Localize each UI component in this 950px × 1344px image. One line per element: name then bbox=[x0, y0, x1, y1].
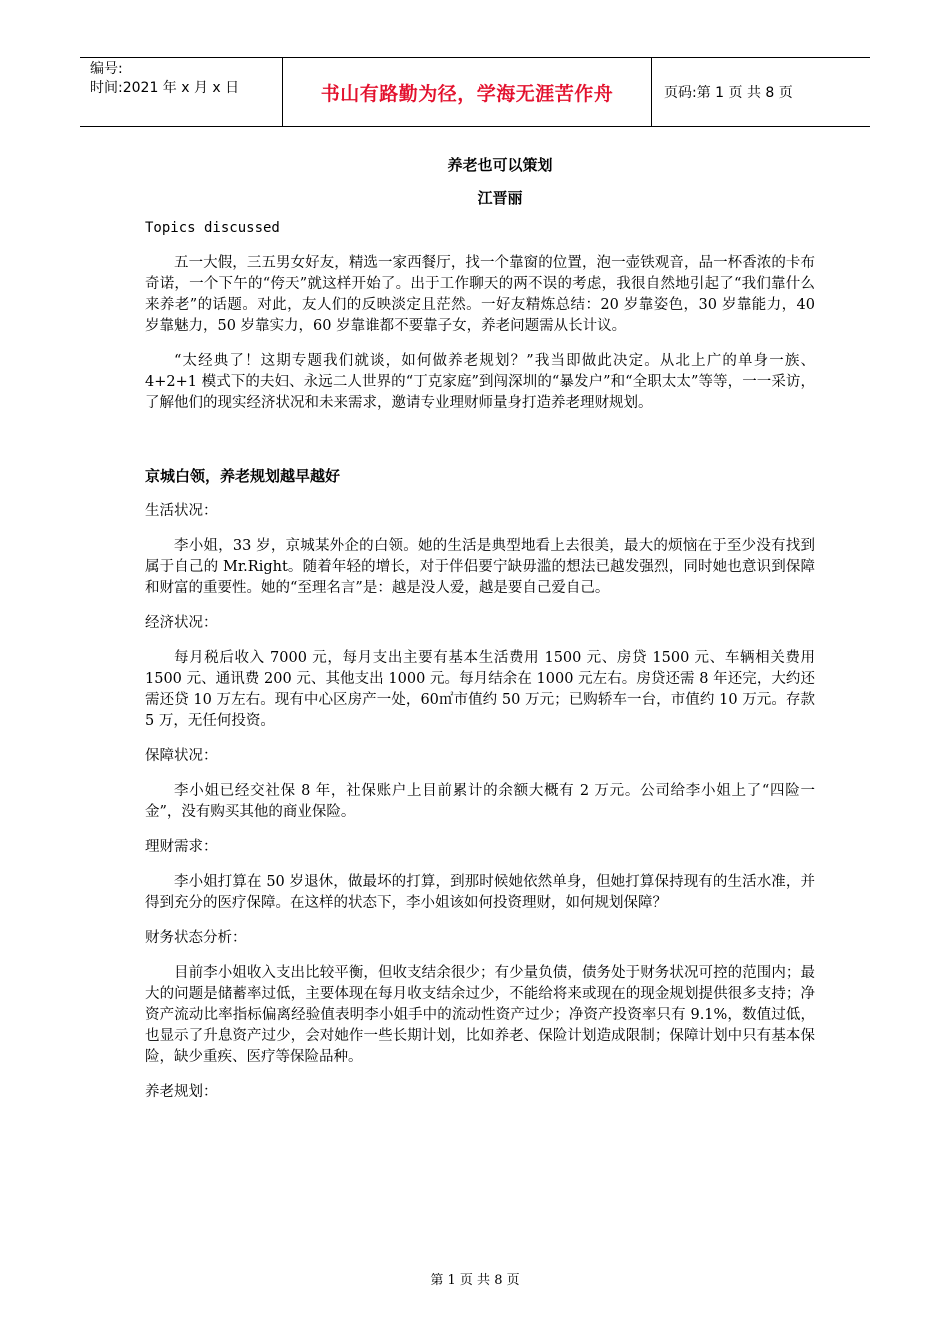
number-label: 编号: bbox=[90, 61, 123, 77]
needs-label: 理财需求： bbox=[145, 839, 218, 855]
article-author: 江晋丽 bbox=[477, 189, 523, 207]
header-meta bbox=[80, 58, 282, 126]
intro-paragraph-1: 五一大假，三五男女好友，精选一家西餐厅，找一个靠窗的位置，泡一壶铁观音，品一杯香浓的卡布奇诺，一个下午的“侉天”就这样开始了。出于工作聊天的两不误的考虑，我很自然地引起了“我们靠什么来养老”的话题。对此，友人们的反映淡定且茫然。一好友精炼总结：20 岁靠姿色，30 岁靠能力，40 岁靠魅力，50 岁靠实力，60 岁靠谁都不要靠子女，养老问题需从长计议。 bbox=[145, 255, 815, 334]
page-footer: 第 1 页 共 8 页 bbox=[430, 1273, 520, 1288]
intro-paragraph-2: “太经典了！这期专题我们就谈，如何做养老规划？”我当即做此决定。从北上广的单身一族、4+2+1 模式下的夫妇、永远二人世界的“丁克家庭”到闯深圳的“暴发户”和“全职太太”等等，一一采访，了解他们的现实经济状况和未来需求，邀请专业理财师量身打造养老理财规划。 bbox=[145, 353, 815, 411]
date-label: 时间:2021 年 x 月 x 日 bbox=[90, 80, 240, 96]
analysis-label: 财务状态分析： bbox=[145, 930, 247, 946]
economy-paragraph: 每月税后收入 7000 元，每月支出主要有基本生活费用 1500 元、房贷 1500 元、车辆相关费用 1500 元、通讯费 200 元、其他支出 1000 元。每月结余在 1000 元左右。房贷还需 8 年还完，大约还需还贷 10 万左右。现有中心区房产一处，60㎡市值约 50 万元；已购轿车一台，市值约 10 万元。存款 5 万，无任何投资。 bbox=[145, 650, 815, 729]
insurance-paragraph: 李小姐已经交社保 8 年，社保账户上目前累计的余额大概有 2 万元。公司给李小姐上了“四险一金”，没有购买其他的商业保险。 bbox=[145, 783, 815, 820]
economy-label: 经济状况： bbox=[145, 615, 218, 631]
insurance-label: 保障状况： bbox=[145, 748, 218, 764]
life-paragraph: 李小姐，33 岁，京城某外企的白领。她的生活是典型地看上去很美，最大的烦恼在于至少没有找到属于自己的 Mr.Right。随着年轻的增长，对于伴侣要宁缺毋滥的想法已越发强烈，同时她也意识到保障和财富的重要性。她的“至理名言”是：越是没人爱，越是要自己爱自己。 bbox=[145, 538, 815, 596]
document-header bbox=[80, 57, 870, 127]
retirement-plan-label: 养老规划： bbox=[145, 1084, 218, 1100]
topics-heading: Topics discussed bbox=[145, 220, 280, 236]
analysis-paragraph: 目前李小姐收入支出比较平衡，但收支结余很少；有少量负债，债务处于财务状况可控的范围内；最大的问题是储蓄率过低，主要体现在每月收支结余过少，不能给将来或现在的现金规划提供很多支持；净资产流动比率指标偏离经验值表明李小姐手中的流动性资产过少；净资产投资率只有 9.1%，数值过低，也显示了升息资产过少，会对她作一些长期计划，比如养老、保险计划造成限制；保障计划中只有基本保险，缺少重疾、医疗等保险品种。 bbox=[145, 965, 815, 1065]
header-motto: 书山有路勤为径，学海无涯苦作舟 bbox=[282, 58, 652, 126]
article-title: 养老也可以策划 bbox=[447, 156, 553, 174]
life-label: 生活状况： bbox=[145, 503, 218, 519]
section-heading: 京城白领，养老规划越早越好 bbox=[145, 467, 341, 485]
header-page-info: 页码:第 1 页 共 8 页 bbox=[664, 85, 793, 101]
article-body bbox=[145, 150, 815, 1103]
needs-paragraph: 李小姐打算在 50 岁退休，做最坏的打算，到那时候她依然单身，但她打算保持现有的生活水准，并得到充分的医疗保障。在这样的状态下，李小姐该如何投资理财，如何规划保障？ bbox=[145, 874, 815, 911]
